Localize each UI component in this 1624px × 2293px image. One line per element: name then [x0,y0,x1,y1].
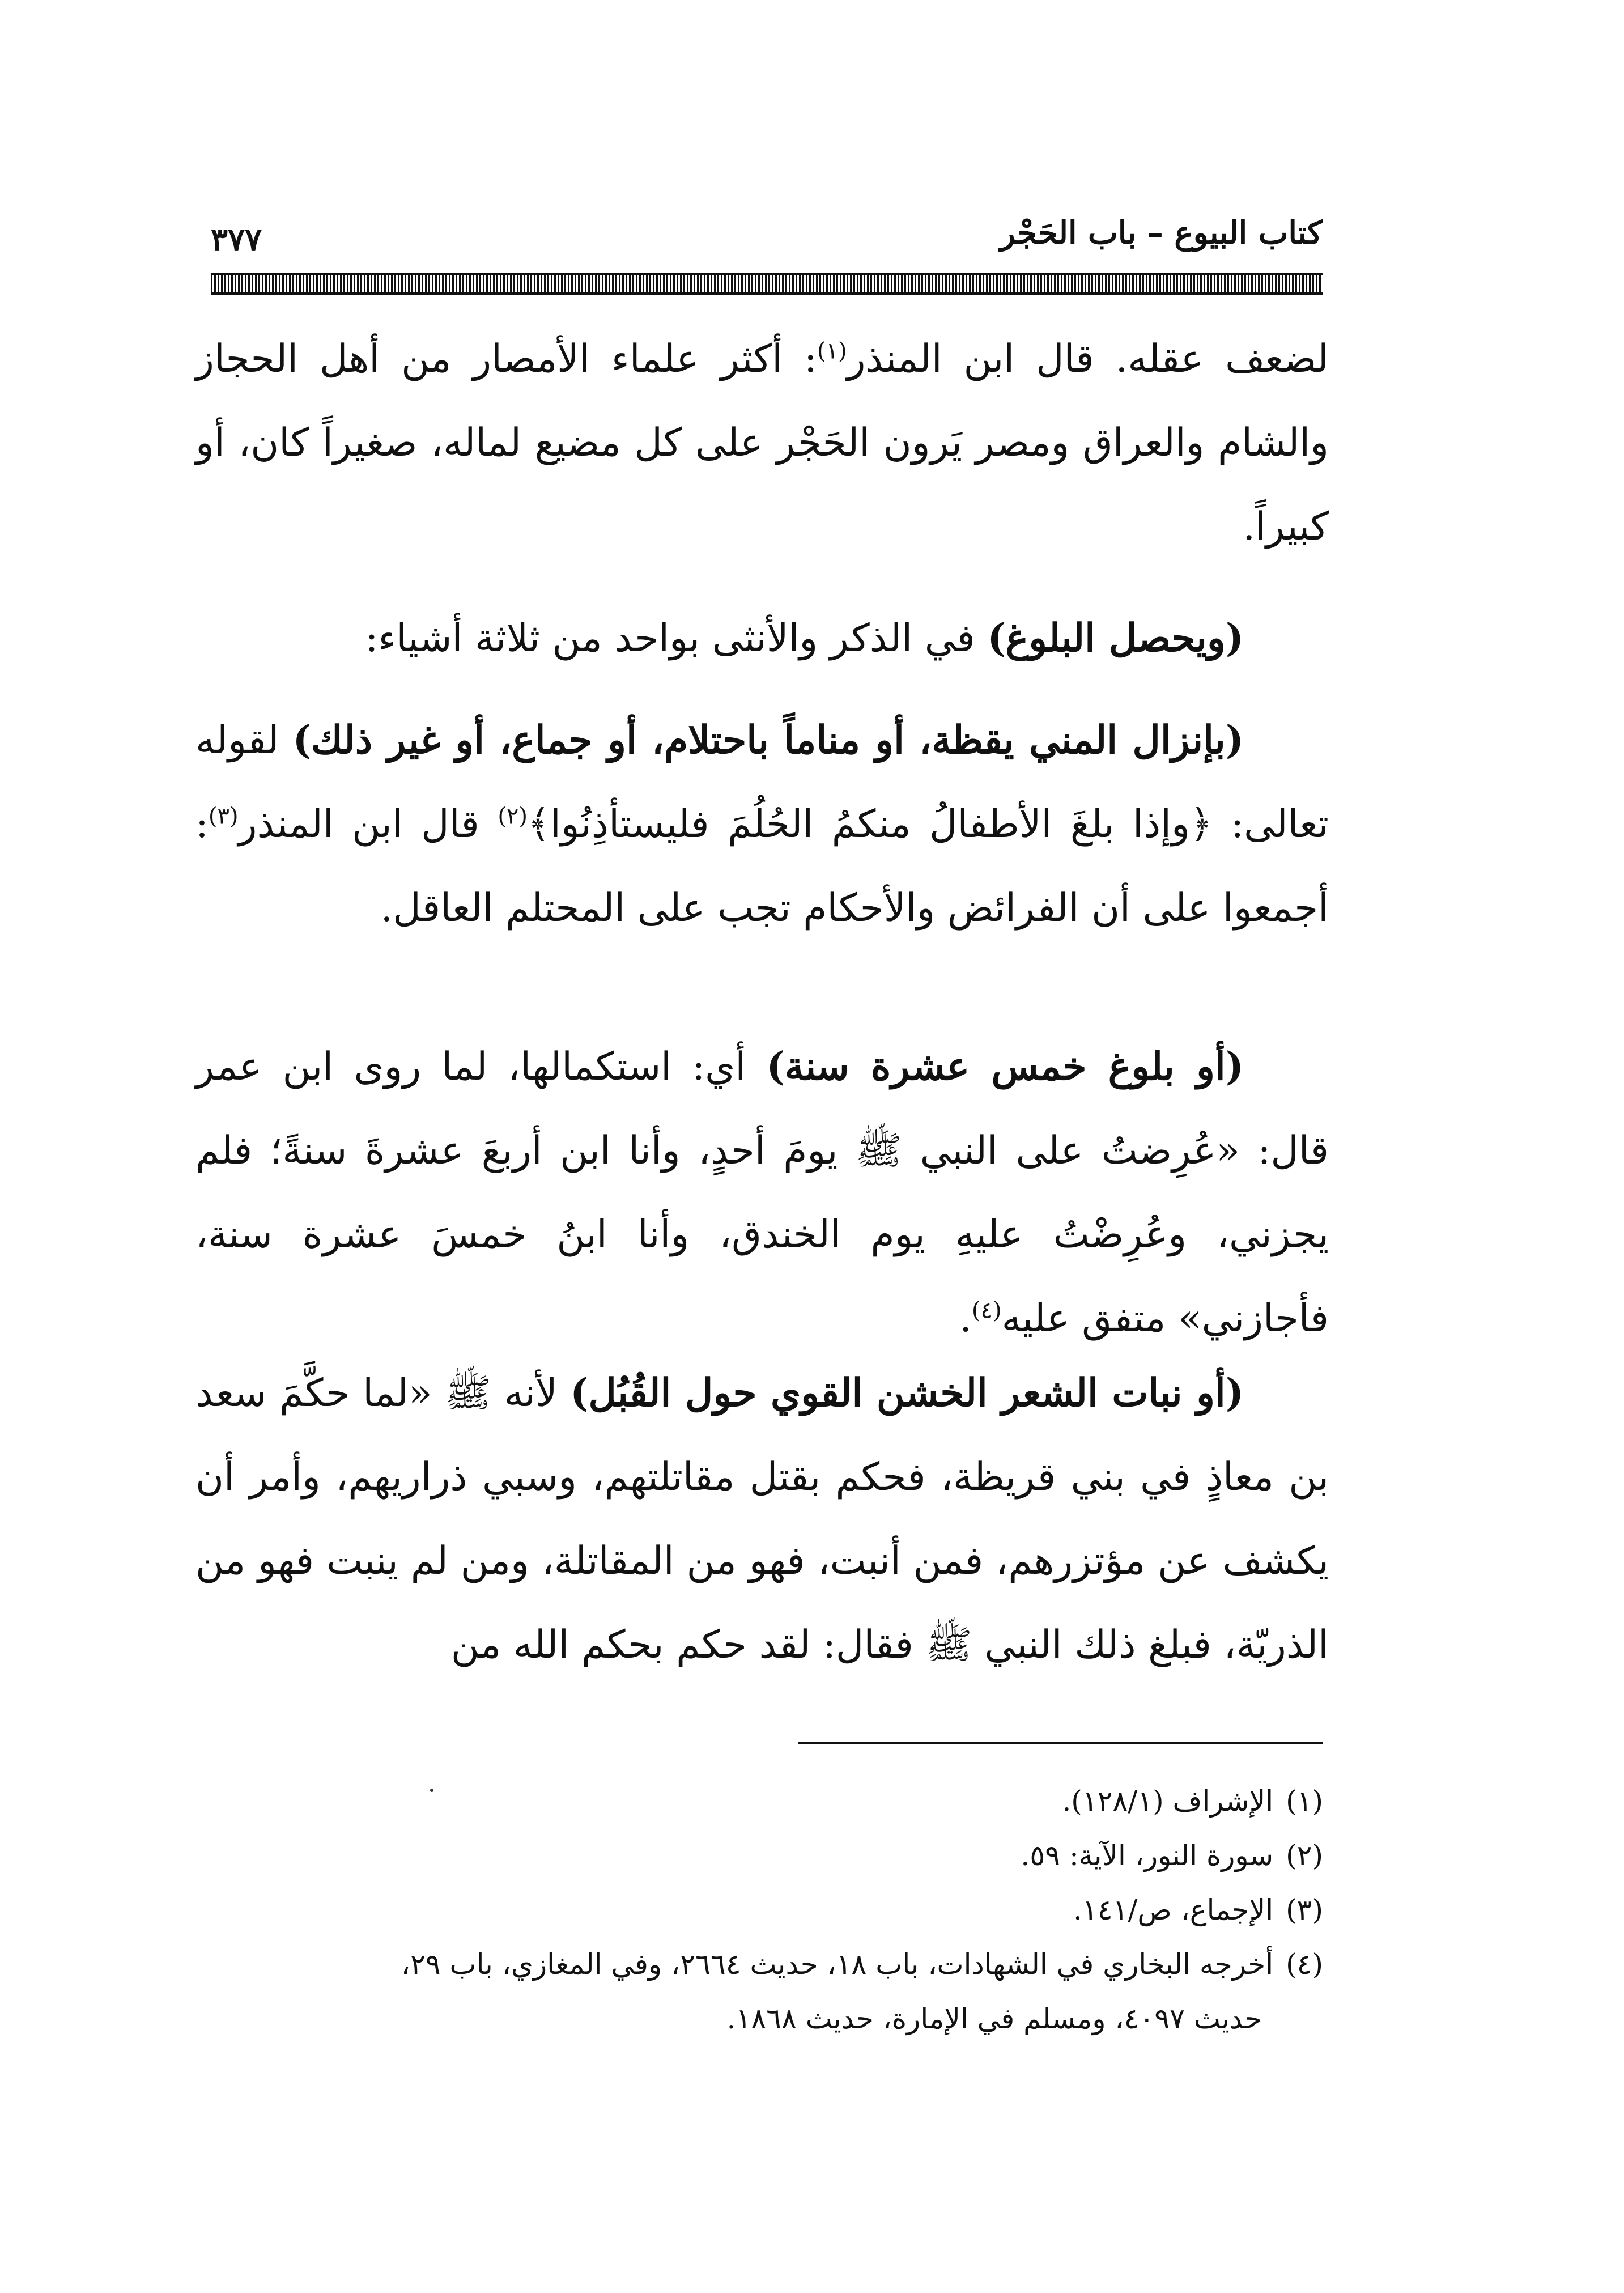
footnote-4-continuation: حديث ٤٠٩٧، ومسلم في الإمارة، حديث ١٨٦٨. [726,2002,1262,2035]
footnote-ref-4: (٤) [971,1297,1002,1324]
footnote-number: (٣) [1286,1893,1323,1926]
footnote-4 [195,1937,1323,1991]
paragraph-3 [195,698,1329,950]
footnotes [195,1774,1323,2046]
chapter-title: كتاب البيوع – باب الحَجْر [1000,214,1323,252]
header-rule [211,273,1323,295]
paragraph-1 [195,317,1329,569]
footnote-text: سورة النور، الآية: ٥٩. [1021,1839,1274,1872]
footnote-number: (١) [1286,1785,1323,1818]
paragraph-3-text-c: : أجمعوا على أن الفرائض والأحكام تجب على المحتلم العاقل. [195,802,1329,931]
footnote-ref-3: (٣) [208,803,239,830]
paragraph-4-heading: (أو بلوغ خمس عشرة سنة) [766,1044,1244,1089]
paragraph-2-text: في الذكر والأنثى بواحد من ثلاثة أشياء: [365,616,988,661]
footnote-number: (٢) [1286,1839,1323,1872]
footnote-1 [195,1774,1323,1828]
footnote-ref-1: (١) [817,338,847,364]
paragraph-2 [195,596,1329,681]
footnote-separator [798,1742,1323,1744]
footnote-2 [195,1828,1323,1883]
paragraph-3-text-b: قال ابن المنذر [238,802,498,847]
paragraph-4-text: أي: استكمالها، لما روى ابن عمر قال: «عُرِضتُ على النبي ﷺ يومَ أحدٍ، وأنا ابن أربعَ عشرةَ سنةً؛ فلم يجزني، وعُرِضْتُ عليهِ يوم الخندق، وأنا ابنُ خمسَ عشرة سنة، فأجازني» متفق عليه [195,1044,1329,1341]
footnote-text: الإشراف (١٢٨/١). [1062,1785,1274,1818]
footnote-3 [195,1883,1323,1937]
paragraph-3-heading: (بإنزال المني يقظة، أو مناماً باحتلام، أو جماع، أو غير ذلك) [292,717,1244,763]
footnote-ref-2: (٢) [498,803,528,830]
paragraph-1-rest: : أكثر علماء الأمصار من أهل الحجاز والشام والعراق ومصر يَرون الحَجْر على كل مضيع لماله، صغيراً كان، أو كبيراً. [195,337,1329,549]
paragraph-2-heading: (ويحصل البلوغ) [987,615,1244,661]
paragraph-4-end: . [959,1296,972,1341]
running-header [211,214,1323,265]
paragraph-3-text-a: لقوله تعالى: ﴿وإذا بلغَ الأطفالُ منكمُ الحُلُمَ فليستأذِنُوا﴾ [195,718,1329,847]
paragraph-5-text: لأنه ﷺ «لما حكَّمَ سعد بن معاذٍ في بني قريظة، فحكم بقتل مقاتلتهم، وسبي ذراريهم، وأمر أن يكشف عن مؤتزرهم، فمن أنبت، فهو من المقاتلة، ومن لم ينبت فهو من الذريّة، فبلغ ذلك النبي ﷺ فقال: لقد حكم بحكم الله من [195,1371,1329,1667]
footnote-number: (٤) [1286,1948,1323,1981]
footnote-text: الإجماع، ص/١٤١. [1073,1893,1274,1926]
footnote-text: أخرجه البخاري في الشهادات، باب ١٨، حديث ٢٦٦٤، وفي المغازي، باب ٢٩، [401,1948,1274,1981]
paragraph-1-text: لضعف عقله. قال ابن المنذر [847,337,1329,381]
page-number: ٣٧٧ [211,221,262,258]
paragraph-5-heading: (أو نبات الشعر الخشن القوي حول القُبُل) [570,1370,1244,1416]
paragraph-4 [195,1025,1329,1361]
paragraph-5 [195,1351,1329,1687]
